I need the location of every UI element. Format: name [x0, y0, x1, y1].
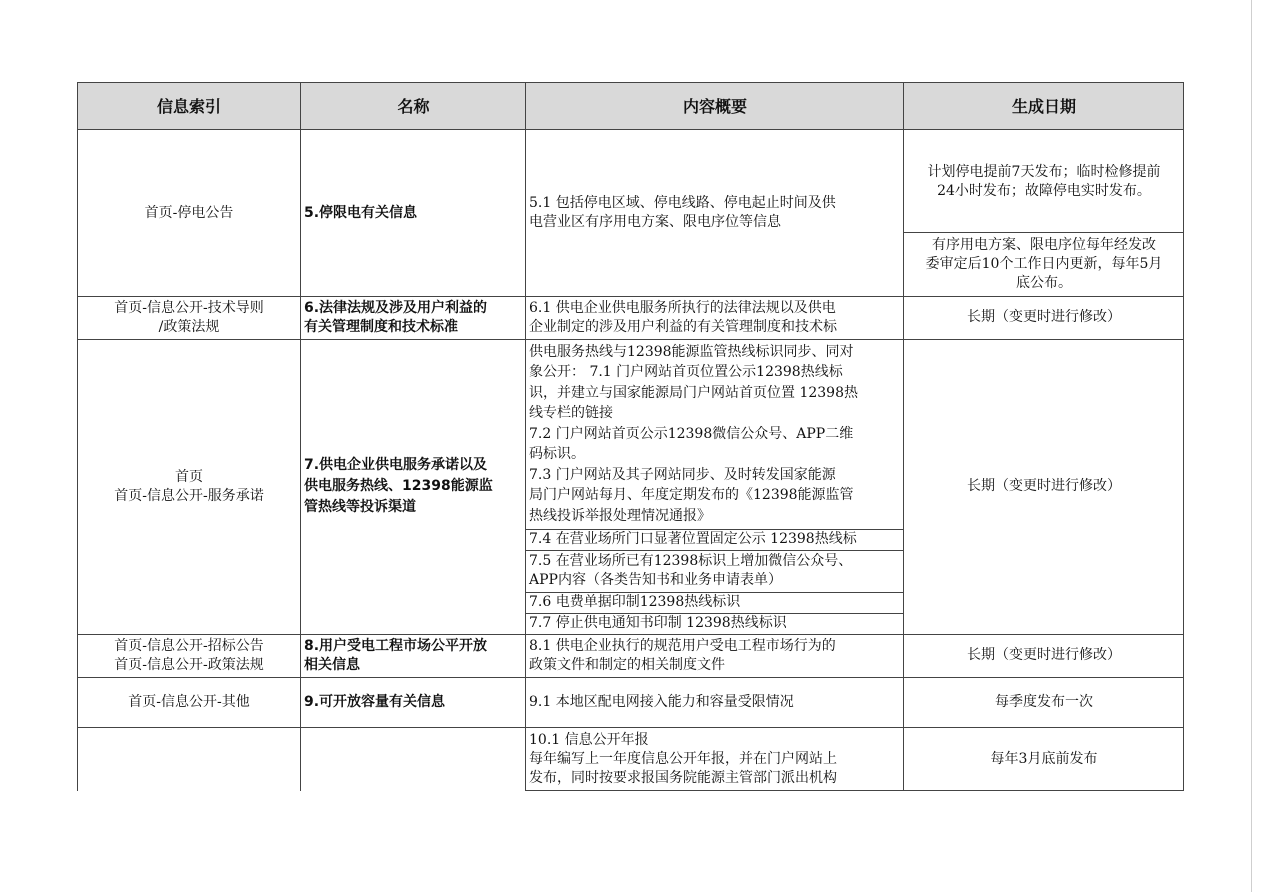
row5-date-outage: [904, 130, 1184, 233]
row7-summary-7-4: [526, 529, 904, 550]
header-date: [904, 82, 1184, 130]
cell-text: 每季度发布一次: [995, 694, 1093, 710]
cell-text: 首页-停电公告: [144, 204, 234, 221]
cell-text: 电营业区有序用电方案、限电序位等信息: [529, 214, 781, 230]
cell-text: 7.5 在营业场所已有12398标识上增加微信公众号、: [529, 553, 853, 569]
row5-name: [301, 130, 526, 296]
grid-line: [77, 677, 1184, 678]
row7-summary-main: [526, 339, 904, 529]
cell-text: /政策法规: [158, 318, 220, 335]
row8-summary: [526, 634, 904, 677]
row8-date: [904, 634, 1184, 677]
header-summary: [526, 82, 904, 130]
cell-text: 24小时发布；故障停电实时发布。: [937, 182, 1151, 199]
cell-text: 9.1 本地区配电网接入能力和容量受限情况: [529, 694, 794, 710]
cell-text: 7.3 门户网站及其子网站同步、及时转发国家能源: [529, 466, 836, 483]
row9-summary: [526, 677, 904, 728]
row10-summary: [526, 728, 904, 790]
cell-text: 相关信息: [304, 656, 360, 673]
row6-name: [301, 296, 526, 339]
cell-text: 发布，同时按要求报国务院能源主管部门派出机构: [529, 770, 837, 786]
row8-name: [301, 634, 526, 677]
grid-line: [526, 613, 904, 614]
row7-date: [904, 339, 1184, 634]
cell-text: 底公布。: [1016, 275, 1072, 291]
cell-text: 每年3月底前发布: [990, 750, 1098, 767]
row7-name: [301, 339, 526, 634]
cell-text: 6.1 供电企业供电服务所执行的法律法规以及供电: [529, 299, 836, 316]
cell-text: 供电服务热线、12398能源监: [304, 478, 493, 494]
row6-summary: [526, 296, 904, 339]
row5-index: [77, 130, 301, 296]
cell-text: 供电服务热线与12398能源监管热线标识同步、同对: [529, 343, 854, 360]
cell-text: 长期（变更时进行修改）: [967, 647, 1121, 663]
row9-date: [904, 677, 1184, 728]
cell-text: 码标识。: [529, 446, 585, 463]
row9-index: [77, 677, 301, 728]
header-summary-label: 内容概要: [682, 96, 747, 116]
grid-line: [526, 790, 1184, 791]
cell-text: 委审定后10个工作日内更新，每年5月: [925, 256, 1163, 272]
cell-text: 长期（变更时进行修改）: [967, 309, 1121, 325]
cell-text: 5.停限电有关信息: [304, 204, 418, 221]
header-name-label: 名称: [397, 96, 430, 116]
grid-line: [77, 296, 1184, 297]
cell-text: 7.供电企业供电服务承诺以及: [304, 457, 488, 473]
grid-line: [77, 339, 1184, 340]
cell-text: 首页-信息公开-政策法规: [114, 656, 264, 673]
cell-text: 有序用电方案、限电序位每年经发改: [932, 237, 1156, 253]
row7-summary-7-5: [526, 550, 904, 592]
cell-text: 9.可开放容量有关信息: [304, 694, 446, 710]
cell-text: 8.1 供电企业执行的规范用户受电工程市场行为的: [529, 637, 836, 654]
grid-line: [526, 592, 904, 593]
cell-text: 企业制定的涉及用户利益的有关管理制度和技术标: [529, 318, 837, 335]
cell-text: 线专栏的链接: [529, 405, 613, 422]
cell-text: 8.用户受电工程市场公平开放: [304, 637, 488, 654]
cell-text: APP内容（各类告知书和业务申请表单）: [529, 572, 782, 588]
cell-text: 7.7 停止供电通知书印制 12398热线标识: [529, 615, 787, 631]
header-date-label: 生成日期: [1011, 96, 1076, 116]
header-index-label: 信息索引: [156, 96, 221, 116]
grid-line: [77, 129, 1184, 130]
row6-date: [904, 296, 1184, 339]
cell-text: 计划停电提前7天发布；临时检修提前: [927, 163, 1161, 180]
cell-text: 政策文件和制定的相关制度文件: [529, 656, 725, 673]
cell-text: 长期（变更时进行修改）: [967, 478, 1121, 494]
cell-text: 7.6 电费单据印制12398热线标识: [529, 594, 741, 610]
cell-text: 10.1 信息公开年报: [529, 732, 649, 748]
grid-line: [1183, 82, 1184, 791]
grid-line: [77, 82, 1184, 83]
grid-line: [526, 529, 904, 530]
cell-text: 首页-信息公开-其他: [128, 694, 250, 710]
cell-text: 局门户网站每月、年度定期发布的《12398能源监管: [529, 487, 854, 504]
grid-line: [525, 82, 526, 791]
cell-text: 5.1 包括停电区域、停电线路、停电起止时间及供: [529, 195, 836, 211]
cell-text: 热线投诉举报处理情况通报》: [529, 507, 711, 524]
row7-index: [77, 339, 301, 634]
cell-text: 首页-信息公开-技术导则: [114, 299, 264, 316]
grid-line: [77, 82, 78, 791]
cell-text: 管热线等投诉渠道: [304, 499, 416, 515]
row7-summary-7-6: [526, 592, 904, 613]
cell-text: 象公开： 7.1 门户网站首页位置公示12398热线标: [529, 364, 843, 381]
grid-line: [300, 82, 301, 791]
grid-line: [77, 634, 1184, 635]
grid-line: [526, 550, 904, 551]
row10-date: [904, 728, 1184, 790]
header-index: [77, 82, 301, 130]
row5-date-plan: [904, 233, 1184, 296]
cell-text: 首页-信息公开-服务承诺: [114, 487, 264, 504]
cell-text: 6.法律法规及涉及用户利益的: [304, 299, 488, 316]
cell-text: 7.4 在营业场所门口显著位置固定公示 12398热线标: [529, 531, 857, 547]
row8-index: [77, 634, 301, 677]
page-edge: [1251, 0, 1252, 892]
row5-summary: [526, 130, 904, 296]
header-name: [301, 82, 526, 130]
cell-text: 首页: [175, 468, 203, 485]
cell-text: 7.2 门户网站首页公示12398微信公众号、APP二维: [529, 425, 854, 442]
cell-text: 首页-信息公开-招标公告: [114, 637, 264, 654]
grid-line: [903, 82, 904, 791]
row9-name: [301, 677, 526, 728]
row6-index: [77, 296, 301, 339]
row7-summary-7-7: [526, 613, 904, 634]
grid-line: [904, 232, 1184, 233]
grid-line: [77, 727, 1184, 728]
cell-text: 有关管理制度和技术标准: [304, 318, 458, 335]
cell-text: 每年编写上一年度信息公开年报，并在门户网站上: [529, 751, 837, 767]
cell-text: 识，并建立与国家能源局门户网站首页位置 12398热: [529, 384, 858, 401]
